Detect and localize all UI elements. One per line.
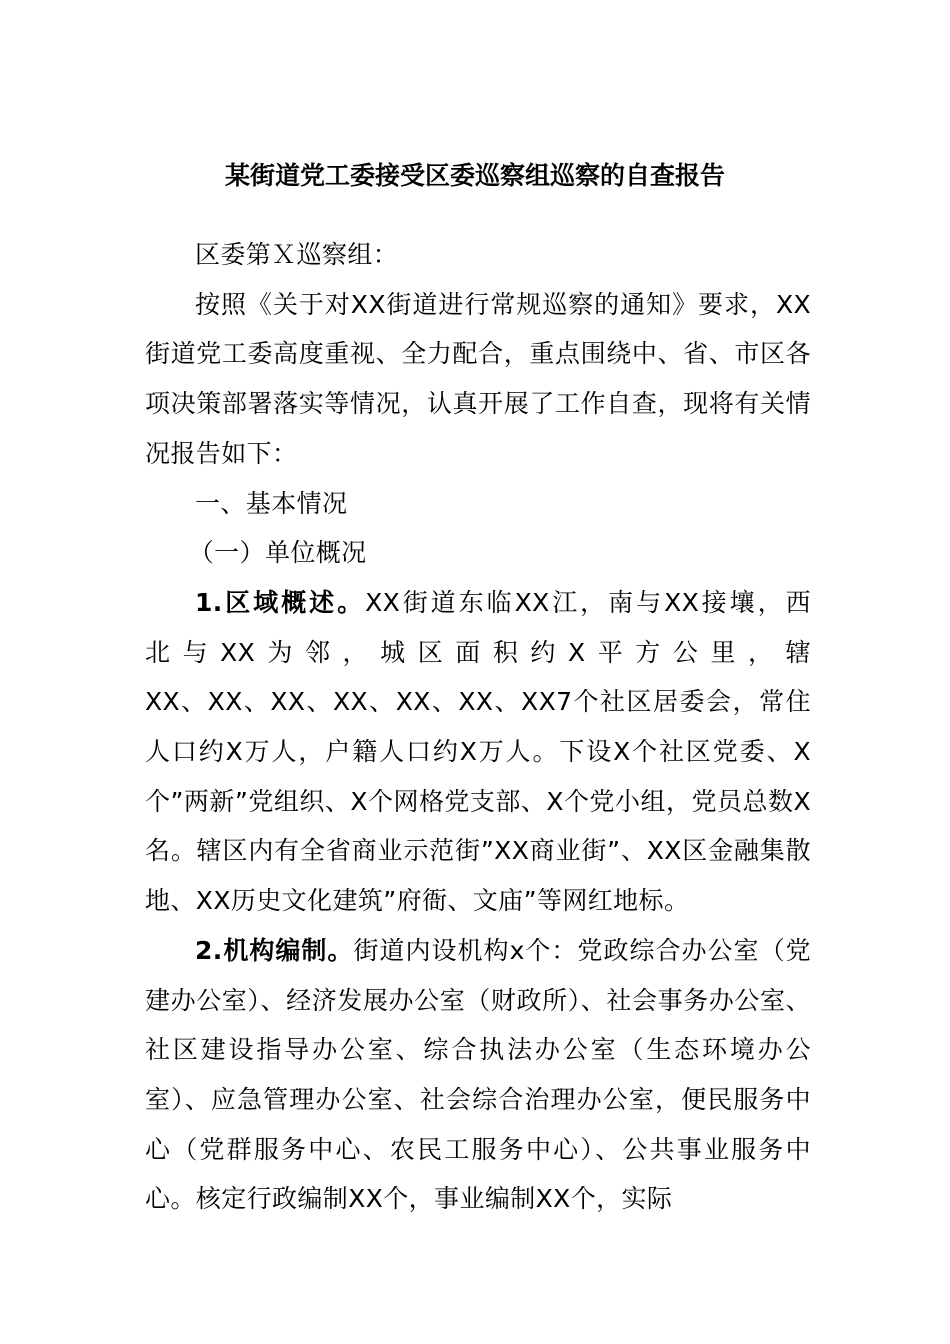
section-heading: 一、基本情况	[195, 488, 348, 518]
item1-line1	[145, 578, 811, 628]
item1-rest: XX、XX、XX、XX、XX、XX、XX7个社区居委会，常住人口约X万人，户籍人口约X万人。下设X个社区党委、X个”两新”党组织、X个网格党支部、X个党小组，党员总数X名。辖区内有全省商业示范街”XX商业街”、XX区金融集散地、XX历史文化建筑”府衙、文庙”等网红地标。	[145, 687, 811, 916]
salutation: 区委第Ｘ巡察组：	[195, 240, 399, 269]
subsection-heading: （一）单位概况	[188, 538, 367, 568]
item1-line1-text: XX街道东临XX江，南与XX接壤，西	[365, 587, 811, 617]
item1-lead: 1.区域概述。	[195, 587, 366, 617]
intro-paragraph: 按照《关于对XX街道进行常规巡察的通知》要求，XX街道党工委高度重视、全力配合，重点围绕中、省、市区各项决策部署落实等情况，认真开展了工作自查，现将有关情况报告如下：	[145, 289, 811, 468]
document-body	[145, 230, 811, 1224]
item2-paragraph	[145, 926, 811, 1224]
item2-text: 街道内设机构x个：党政综合办公室（党建办公室）、经济发展办公室（财政所）、社会事务办公室、社区建设指导办公室、综合执法办公室（生态环境办公室）、应急管理办公室、社会综合治理办公室，便民服务中心（党群服务中心、农民工服务中心）、公共事业服务中心。核定行政编制XX个，事业编制XX个，实际	[145, 935, 812, 1214]
item1-line2: 北与XX为邻，城区面积约X平方公里，辖	[145, 637, 811, 667]
document-title: 某街道党工委接受区委巡察组巡察的自查报告	[224, 161, 725, 190]
item2-lead: 2.机构编制。	[195, 935, 354, 965]
